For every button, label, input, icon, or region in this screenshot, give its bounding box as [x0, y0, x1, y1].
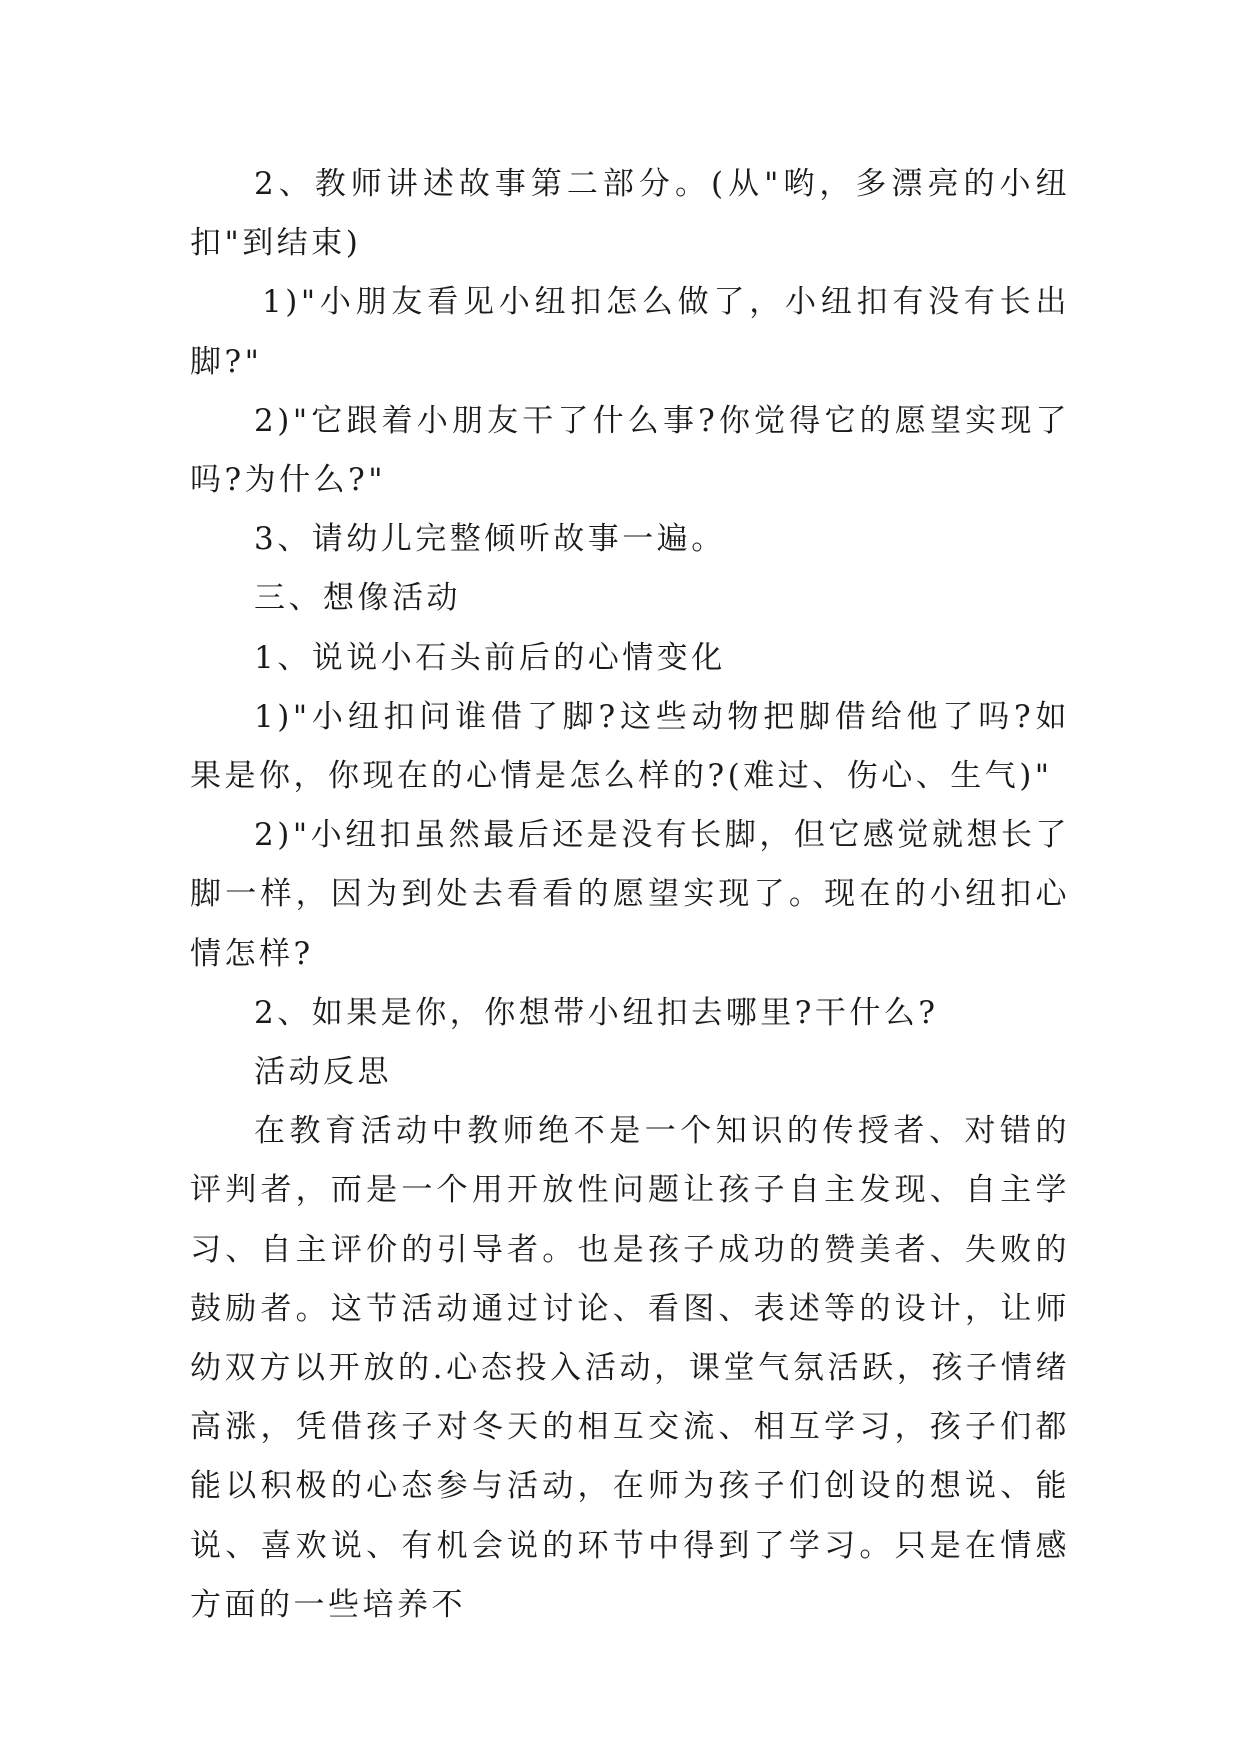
paragraph-mood-question-2: 2)"小纽扣虽然最后还是没有长脚，但它感觉就想长了脚一样，因为到处去看看的愿望实现了。现在的小纽扣心情怎样?: [190, 817, 1070, 972]
paragraph-reflection-body: 在教育活动中教师绝不是一个知识的传授者、对错的评判者，而是一个用开放性问题让孩子自主发现、自主学习、自主评价的引导者。也是孩子成功的赞美者、失败的鼓励者。这节活动通过讨论、看图、表述等的设计，让师幼双方以开放的.心态投入活动，课堂气氛活跃，孩子情绪高涨，凭借孩子对冬天的相互交流、相互学习，孩子们都能以积极的心态参与活动，在师为孩子们创设的想说、能说、喜欢说、有机会说的环节中得到了学习。只是在情感方面的一些培养不: [190, 1113, 1070, 1623]
paragraph-question-1: 1)"小朋友看见小纽扣怎么做了，小纽扣有没有长出脚?": [190, 284, 1070, 380]
paragraph-where-to-go: 2、如果是你，你想带小纽扣去哪里?干什么?: [254, 994, 939, 1031]
section-heading-reflection: 活动反思: [254, 1054, 392, 1091]
section-heading-imagination: 三、想像活动: [254, 580, 461, 617]
paragraph-step-2-story-part-two: 2、教师讲述故事第二部分。(从"哟，多漂亮的小纽扣"到结束): [190, 166, 1070, 262]
paragraph-mood-change: 1、说说小石头前后的心情变化: [254, 639, 726, 676]
paragraph-step-3-listen: 3、请幼儿完整倾听故事一遍。: [254, 521, 726, 558]
paragraph-mood-question-1: 1)"小纽扣问谁借了脚?这些动物把脚借给他了吗?如果是你，你现在的心情是怎么样的?(难过、伤心、生气)": [190, 698, 1070, 795]
document-body: [190, 155, 1070, 1635]
paragraph-question-2: 2)"它跟着小朋友干了什么事?你觉得它的愿望实现了吗?为什么?": [190, 402, 1070, 499]
